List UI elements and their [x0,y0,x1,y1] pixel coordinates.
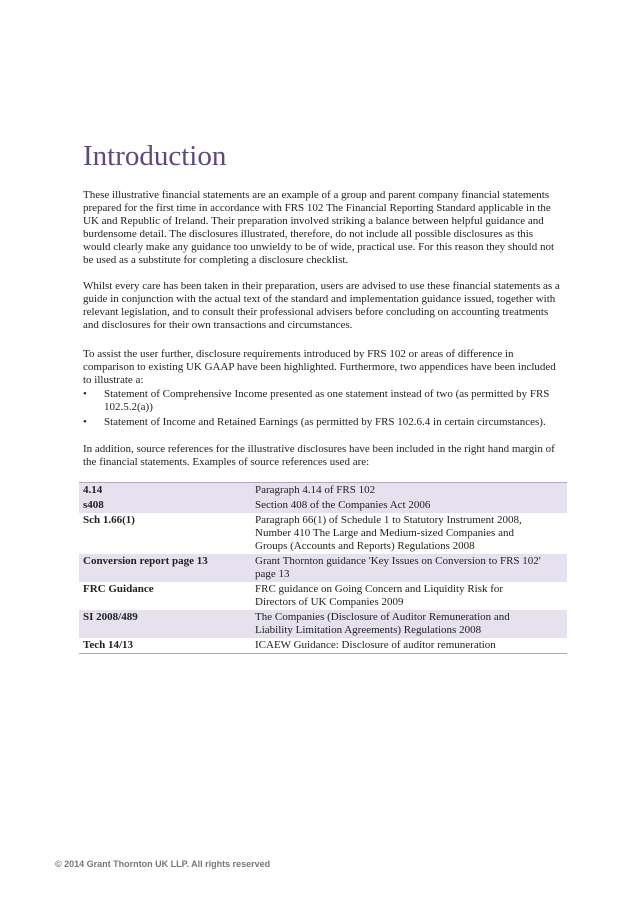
reference-description: Section 408 of the Companies Act 2006 [255,499,431,511]
reference-description: Paragraph 4.14 of FRS 102 [255,484,376,496]
bullet-item [83,388,563,414]
page-title: Introduction [83,140,227,172]
table-row [79,554,567,582]
reference-key: Tech 14/13 [83,639,134,651]
appendix-bullet-list [83,388,563,431]
reference-description: Paragraph 66(1) of Schedule 1 to Statutory Instrument 2008, Number 410 The Large and Medium-sized Companies and Groups (Accounts and Reports) Regulations 2008 [255,514,522,552]
bullet-icon: • [83,416,87,428]
reference-key: Conversion report page 13 [83,555,208,567]
bullet-text: Statement of Income and Retained Earnings (as permitted by FRS 102.6.4 in certain circumstances). [104,416,546,428]
intro-paragraph-1: These illustrative financial statements are an example of a group and parent company financial statements prepared for the first time in accordance with FRS 102 The Financial Reporting Standard applicable in the UK and Republic of Ireland. Their preparation involved striking a balance between helpful guidance and burdensome detail. The disclosures illustrated, therefore, do not include all possible disclosures as this would clearly make any guidance too unwieldy to be of wide, practical use. For this reason they should not be used as a substitute for completing a disclosure checklist. [83,189,555,266]
reference-key: s408 [83,499,104,511]
reference-description: The Companies (Disclosure of Auditor Remuneration and Liability Limitation Agreements) Regulations 2008 [255,611,510,636]
intro-paragraph-4: In addition, source references for the illustrative disclosures have been included in the right hand margin of the financial statements. Examples of source references used are: [83,443,555,468]
reference-key: Sch 1.66(1) [83,514,135,526]
bullet-item [83,416,563,429]
reference-key: 4.14 [83,484,103,496]
intro-paragraph-2: Whilst every care has been taken in their preparation, users are advised to use these financial statements as a guide in conjunction with the actual text of the standard and implementation guidance issued, together with relevant legislation, and to consult their professional advisers before concluding on accounting treatments and disclosures for their own transactions and circumstances. [83,280,560,331]
source-reference-table [79,482,567,654]
bullet-icon: • [83,388,87,400]
table-row [79,513,567,554]
table-row [79,483,567,498]
table-row [79,638,567,653]
intro-paragraph-3: To assist the user further, disclosure requirements introduced by FRS 102 or areas of difference in comparison to existing UK GAAP have been highlighted. Furthermore, two appendices have been included to illustrate a: [83,348,556,386]
reference-description: Grant Thornton guidance 'Key Issues on Conversion to FRS 102' page 13 [255,555,541,580]
copyright-footer: © 2014 Grant Thornton UK LLP. All rights reserved [55,859,271,869]
reference-description: ICAEW Guidance: Disclosure of auditor remuneration [255,639,496,651]
table-row [79,582,567,610]
reference-key: FRC Guidance [83,583,154,595]
table-row [79,610,567,638]
reference-description: FRC guidance on Going Concern and Liquidity Risk for Directors of UK Companies 2009 [255,583,504,608]
bullet-text: Statement of Comprehensive Income presented as one statement instead of two (as permitted by FRS 102.5.2(a)) [104,388,550,413]
table-row [79,498,567,513]
reference-key: SI 2008/489 [83,611,138,623]
